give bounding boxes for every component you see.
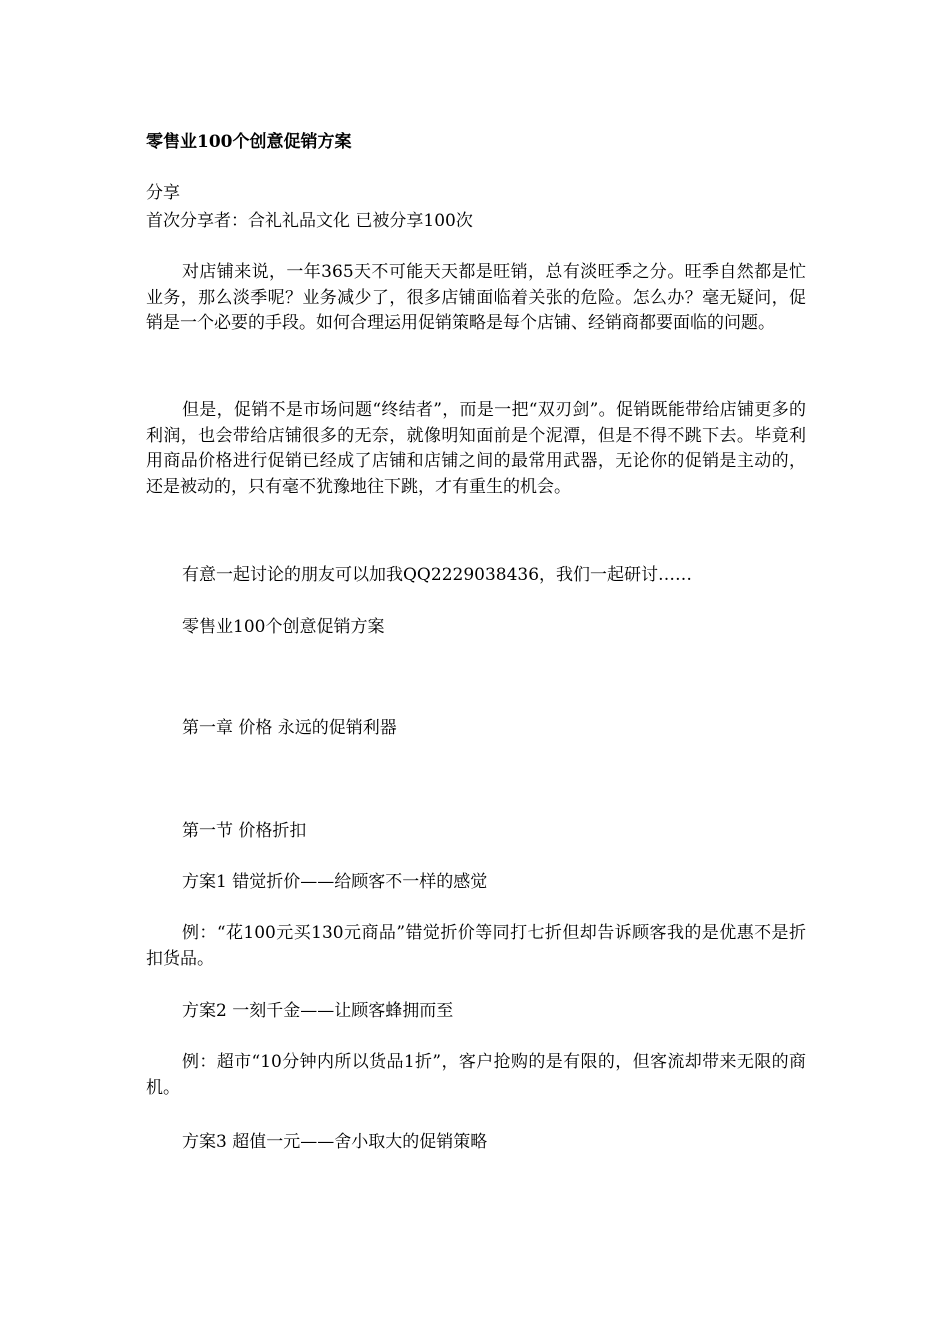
chapter-heading: 第一章 价格 永远的促销利器 <box>182 718 397 738</box>
plan-2-title: 方案2 一刻千金——让顾客蜂拥而至 <box>182 1001 454 1021</box>
share-info: 首次分享者：合礼礼品文化 已被分享100次 <box>146 211 473 231</box>
section-heading: 第一节 价格折扣 <box>182 821 307 841</box>
plan-2-example: 例：超市“10分钟内所以货品1折”，客户抢购的是有限的，但客流却带来无限的商机。 <box>146 1052 806 1098</box>
plan-3-title: 方案3 超值一元——舍小取大的促销策略 <box>182 1132 488 1152</box>
document-title: 零售业100个创意促销方案 <box>146 132 352 152</box>
plan-1-example: 例：“花100元买130元商品”错觉折价等同打七折但却告诉顾客我的是优惠不是折扣货品。 <box>146 923 806 969</box>
intro-paragraph-2: 但是，促销不是市场问题“终结者”，而是一把“双刃剑”。促销既能带给店铺更多的利润，也会带给店铺很多的无奈，就像明知面前是个泥潭，但是不得不跳下去。毕竟利用商品价格进行促销已经成了店铺和店铺之间的最常用武器，无论你的促销是主动的，还是被动的，只有毫不犹豫地往下跳，才有重生的机会。 <box>146 400 806 497</box>
plan-1-title: 方案1 错觉折价——给顾客不一样的感觉 <box>182 872 488 892</box>
share-label: 分享 <box>146 183 180 203</box>
intro-paragraph-1: 对店铺来说，一年365天不可能天天都是旺销，总有淡旺季之分。旺季自然都是忙业务，那么淡季呢？业务减少了，很多店铺面临着关张的危险。怎么办？毫无疑问，促销是一个必要的手段。如何合理运用促销策略是每个店铺、经销商都要面临的问题。 <box>146 262 806 333</box>
contact-line: 有意一起讨论的朋友可以加我QQ2229038436，我们一起研讨…… <box>182 565 693 585</box>
subtitle: 零售业100个创意促销方案 <box>182 617 385 637</box>
